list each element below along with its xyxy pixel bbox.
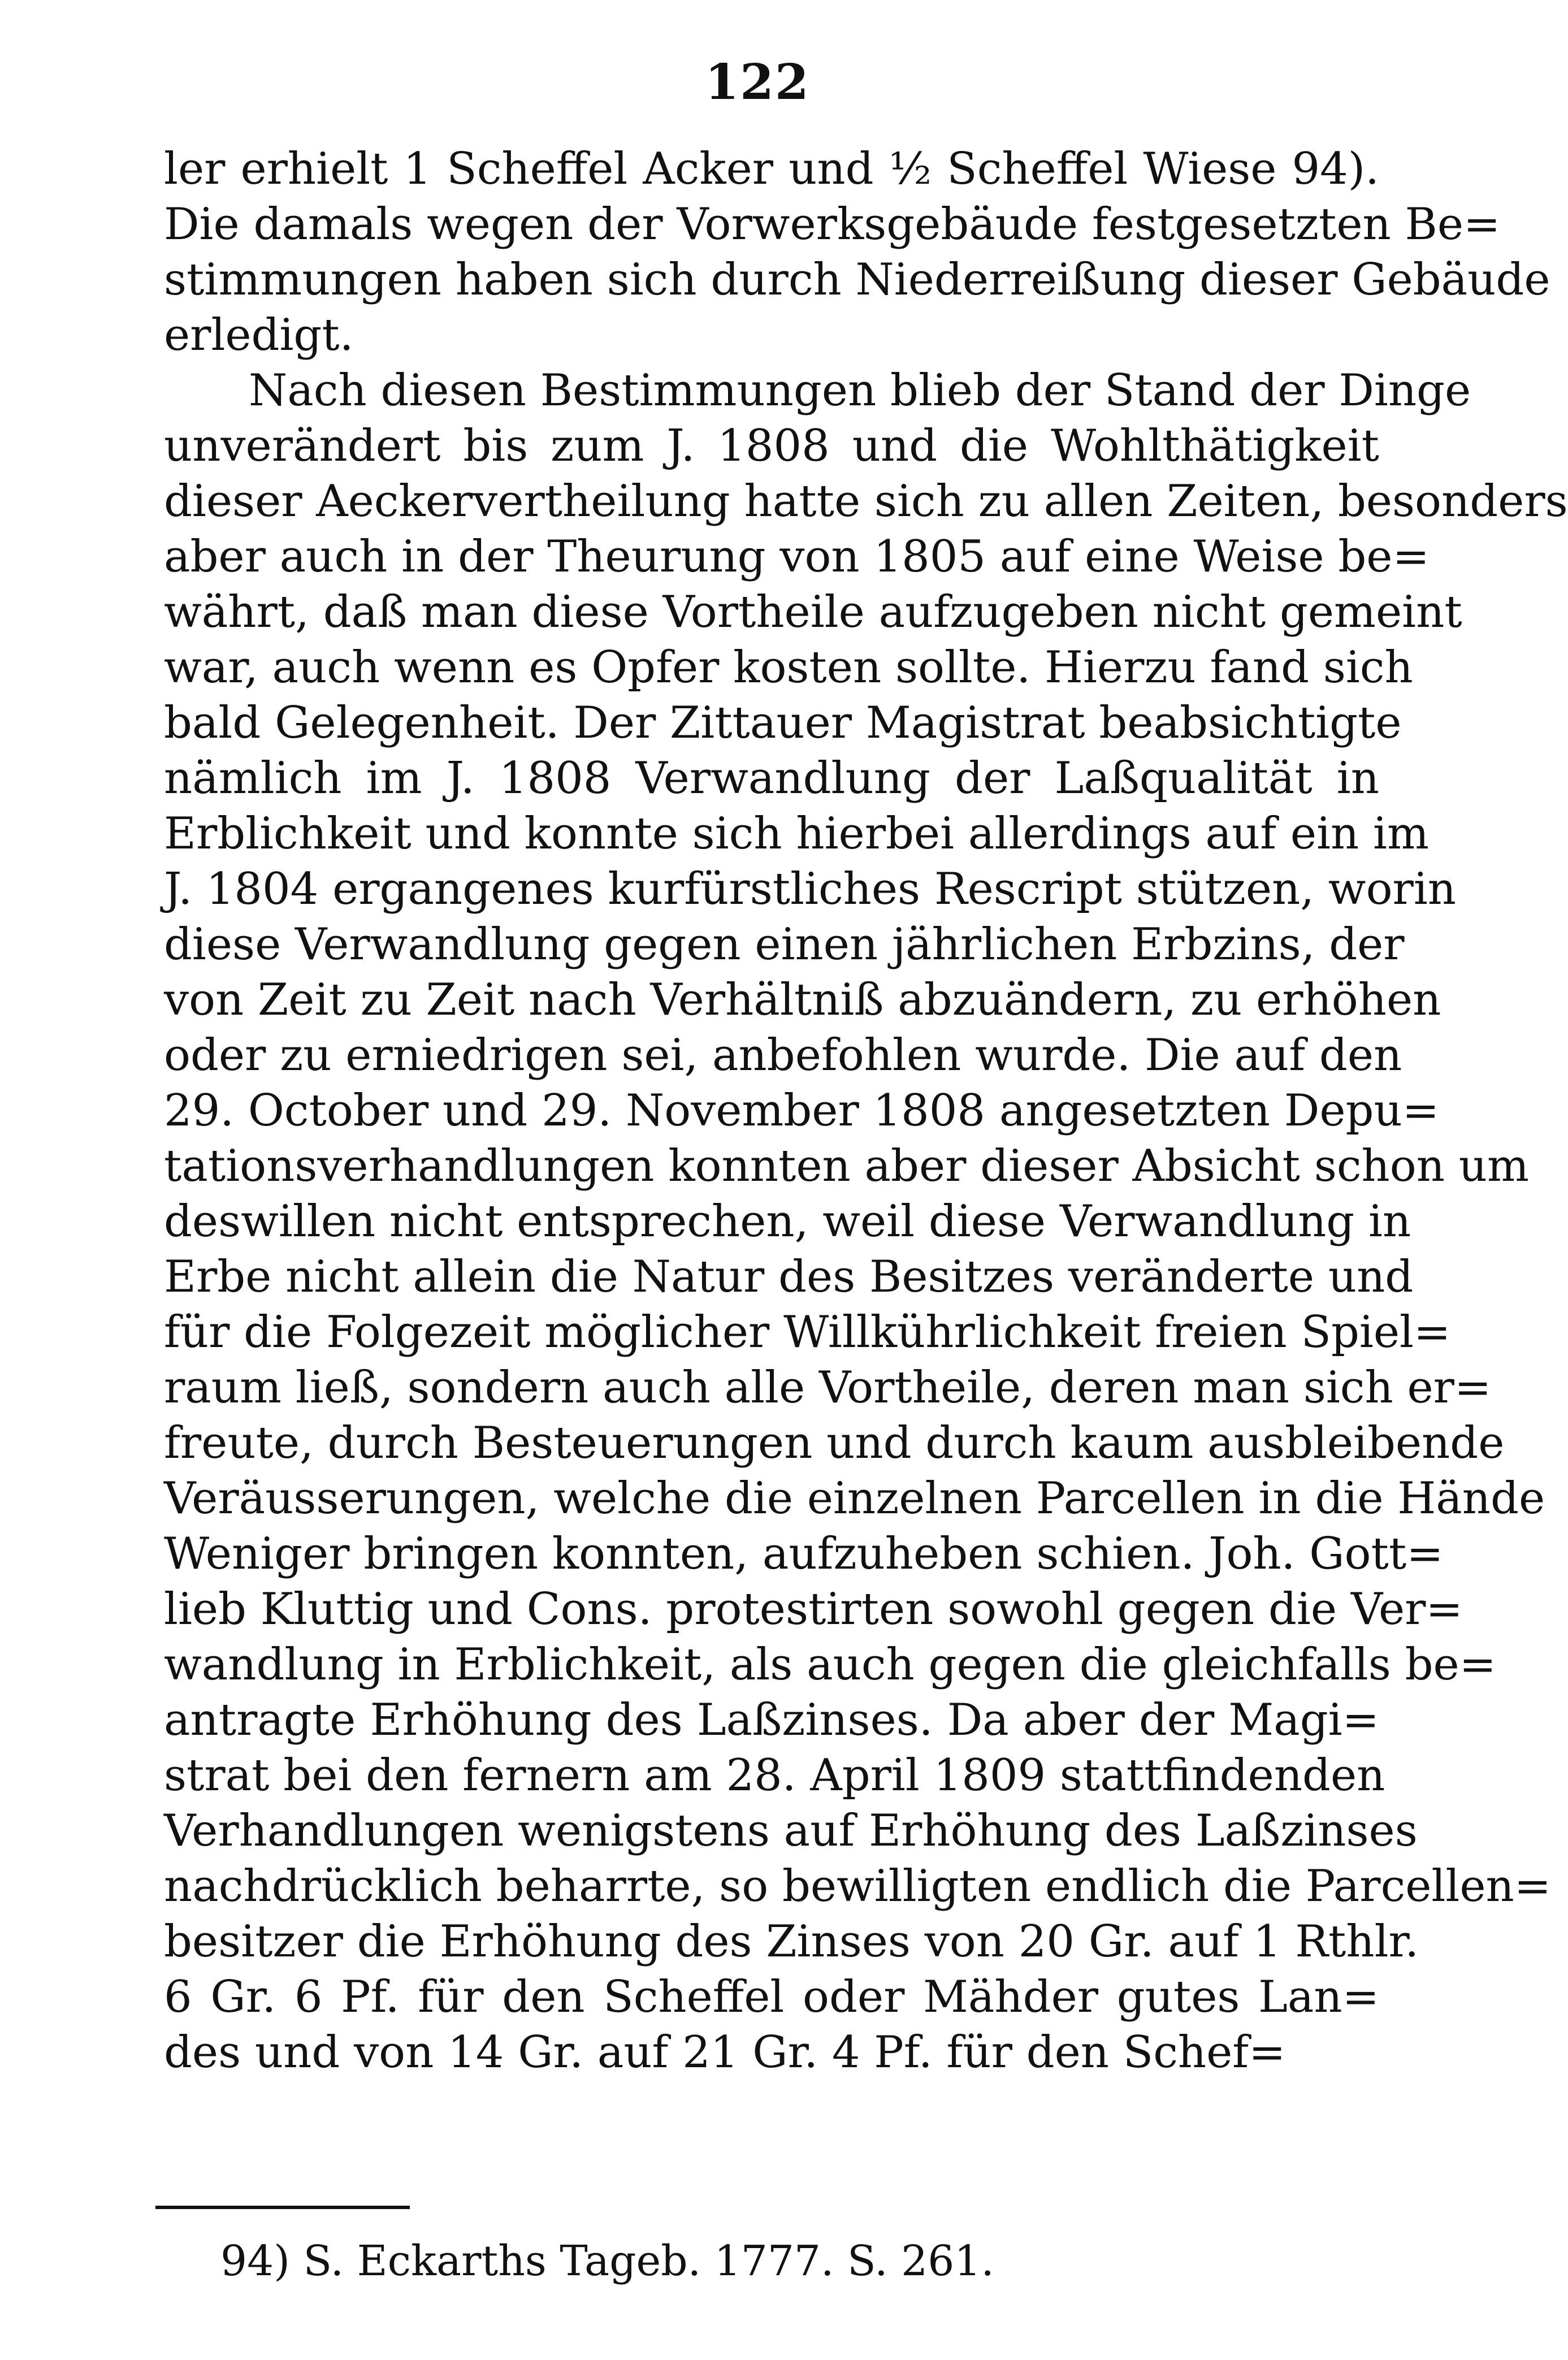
text-line: diese Verwandlung gegen einen jährlichen Erbzins, der [164,919,1405,970]
text-line: Die damals wegen der Vorwerksgebäude festgesetzten Be= [164,199,1501,250]
body-text [164,141,1568,2080]
text-line: 29. October und 29. November 1808 angesetzten Depu= [164,1085,1440,1136]
text-line: nämlich im J. 1808 Verwandlung der Laßqualität in [164,753,1379,804]
text-line: lieb Kluttig und Cons. protestirten sowohl gegen die Ver= [164,1584,1463,1635]
footnote-divider [155,2206,410,2209]
text-line: strat bei den fernern am 28. April 1809 stattfindenden [164,1750,1385,1801]
text-line: erledigt. [164,310,354,361]
text-line: antragte Erhöhung des Laßzinses. Da aber der Magi= [164,1695,1379,1746]
text-line: raum ließ, sondern auch alle Vortheile, deren man sich er= [164,1362,1492,1413]
text-line: aber auch in der Theurung von 1805 auf eine Weise be= [164,531,1430,582]
text-line: bald Gelegenheit. Der Zittauer Magistrat beabsichtigte [164,698,1402,748]
text-line: dieser Aeckervertheilung hatte sich zu allen Zeiten, besonders [164,476,1568,527]
text-line: Veräusserungen, welche die einzelnen Parcellen in die Hände [164,1473,1545,1524]
text-line: von Zeit zu Zeit nach Verhältniß abzuändern, zu erhöhen [164,975,1441,1025]
text-line: des und von 14 Gr. auf 21 Gr. 4 Pf. für den Schef= [164,2027,1286,2078]
text-line: deswillen nicht entsprechen, weil diese Verwandlung in [164,1196,1411,1247]
text-line: unverändert bis zum J. 1808 und die Wohlthätigkeit [164,421,1379,471]
text-line: J. 1804 ergangenes kurfürstliches Rescript stützen, worin [164,864,1456,915]
page-number: 122 [705,54,810,111]
text-line: Nach diesen Bestimmungen blieb der Stand der Dinge [249,365,1471,416]
text-line: tationsverhandlungen konnten aber dieser Absicht schon um [164,1141,1529,1192]
text-line: für die Folgezeit möglicher Willkührlichkeit freien Spiel= [164,1307,1451,1358]
text-line: ler erhielt 1 Scheffel Acker und ½ Scheffel Wiese 94). [164,144,1379,194]
footnote: 94) S. Eckarths Tageb. 1777. S. 261. [220,2237,994,2285]
text-line: stimmungen haben sich durch Niederreißung dieser Gebäude [164,254,1550,305]
text-line: währt, daß man diese Vortheile aufzugeben nicht gemeint [164,587,1462,638]
text-line: Weniger bringen konnten, aufzuheben schien. Joh. Gott= [164,1528,1444,1579]
text-line: Erblichkeit und konnte sich hierbei allerdings auf ein im [164,808,1429,859]
text-line: besitzer die Erhöhung des Zinses von 20 Gr. auf 1 Rthlr. [164,1916,1419,1967]
text-line: wandlung in Erblichkeit, als auch gegen die gleichfalls be= [164,1639,1497,1690]
text-line: Erbe nicht allein die Natur des Besitzes veränderte und [164,1252,1414,1302]
text-line: oder zu erniedrigen sei, anbefohlen wurde. Die auf den [164,1030,1402,1081]
text-line: Verhandlungen wenigstens auf Erhöhung des Laßzinses [164,1805,1418,1856]
text-line: nachdrücklich beharrte, so bewilligten endlich die Parcellen= [164,1861,1552,1912]
text-line: war, auch wenn es Opfer kosten sollte. Hierzu fand sich [164,642,1413,693]
text-line: 6 Gr. 6 Pf. für den Scheffel oder Mähder gutes Lan= [164,1972,1379,2023]
text-line: freute, durch Besteuerungen und durch kaum ausbleibende [164,1418,1505,1469]
